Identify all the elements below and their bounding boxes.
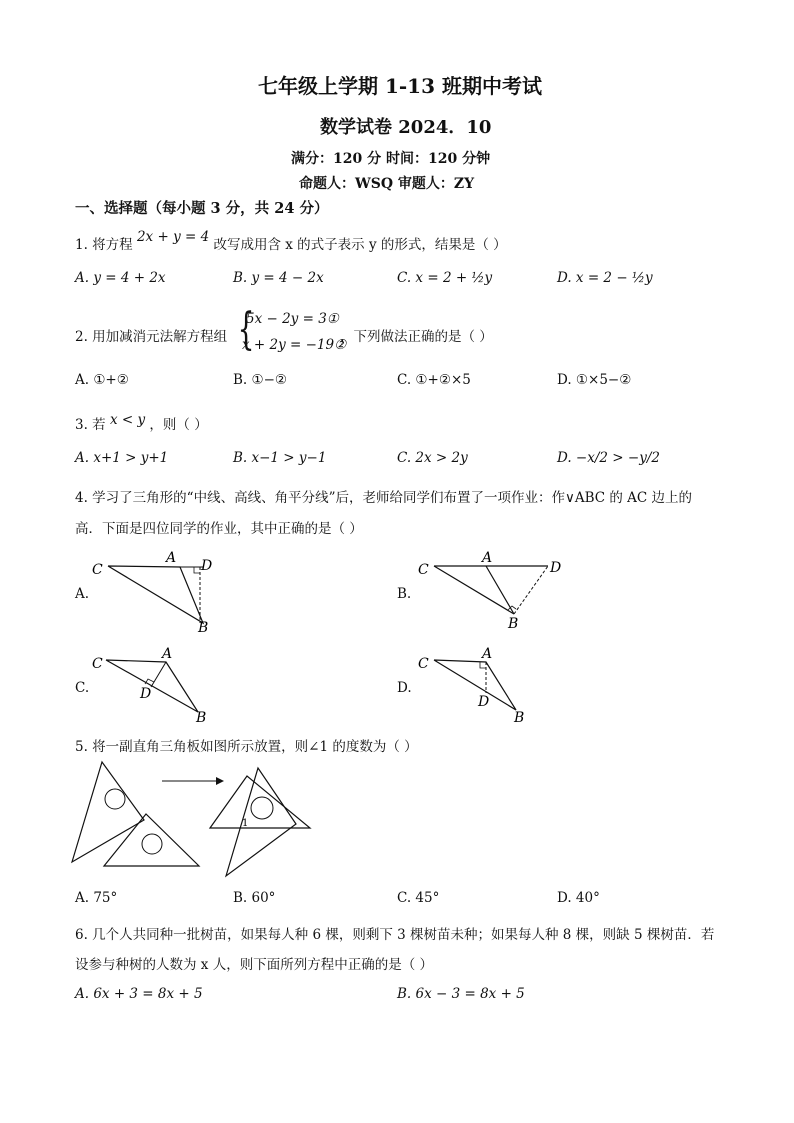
exam-subtitle: 数学试卷 2024．10	[320, 117, 492, 138]
q3-cond: x < y	[109, 412, 146, 428]
q6-line1: 6. 几个人共同种一批树苗，如果每人种 6 棵，则剩下 3 棵树苗未种；如果每人种 8 棵，则缺 5 棵树苗．若	[75, 927, 715, 943]
q2-suffix: ，下列做法正确的是（ ）	[340, 329, 493, 345]
q2-eq1: 5x − 2y = 3①	[246, 311, 339, 327]
q4b-label-c: C	[418, 562, 429, 578]
q4-option-c: C.	[75, 680, 90, 696]
q1-stem	[75, 229, 507, 253]
q4-figure-c	[88, 640, 228, 726]
q4-option-a: A.	[75, 586, 90, 602]
q4d-label-c: C	[418, 656, 429, 672]
q4a-label-a: A	[166, 550, 177, 566]
q4b-label-b: B	[508, 616, 519, 632]
q6-option-b: B. 6x − 3 = 8x + 5	[397, 986, 525, 1002]
q6-option-a: A. 6x + 3 = 8x + 5	[75, 986, 203, 1002]
q4b-label-d: D	[550, 560, 562, 576]
q4a-label-b: B	[198, 620, 209, 636]
q2-option-b: B. ①−②	[233, 372, 288, 388]
q4c-label-d: D	[140, 686, 152, 702]
q1-equation: 2x + y = 4	[136, 229, 210, 245]
q4-line1: 4. 学习了三角形的“中线、高线、角平分线”后，老师给同学们布置了一项作业：作∨ABC 的 AC 边上的	[75, 490, 693, 506]
q3-suffix: ，则（ ）	[149, 417, 208, 433]
q2-eq2: x + 2y = −19②	[242, 337, 347, 353]
q2-option-a: A. ①+②	[75, 372, 129, 388]
q4-line2: 高．下面是四位同学的作业，其中正确的是（ ）	[75, 521, 363, 537]
q3-prefix: 3. 若	[75, 417, 106, 433]
q5-stem: 5. 将一副直角三角板如图所示放置，则∠1 的度数为（ ）	[75, 739, 418, 755]
q4-option-b: B.	[397, 586, 412, 602]
q4-figure-b	[410, 548, 570, 636]
q4b-label-a: A	[482, 550, 493, 566]
q1-suffix: 改写成用含 x 的式子表示 y 的形式，结果是（ ）	[213, 237, 507, 253]
authors: 命题人：WSQ 审题人：ZY	[299, 176, 475, 192]
q1-prefix: 1. 将方程	[75, 237, 133, 253]
q5-option-c: C. 45°	[397, 890, 440, 906]
q1-option-a: A. y = 4 + 2x	[75, 270, 166, 286]
q4-figure-a	[88, 548, 228, 636]
q5-option-d: D. 40°	[557, 890, 600, 906]
q6-line2: 设参与种树的人数为 x 人，则下面所列方程中正确的是（ ）	[75, 957, 433, 973]
q4-option-d: D.	[397, 680, 412, 696]
q3-option-d: D. −x/2 > −y/2	[557, 450, 660, 466]
q4c-label-c: C	[92, 656, 103, 672]
q2-prefix: 2. 用加减消元法解方程组	[75, 329, 228, 345]
q1-option-b: B. y = 4 − 2x	[233, 270, 324, 286]
q2-option-d: D. ①×5−②	[557, 372, 632, 388]
q3-option-b: B. x−1 > y−1	[233, 450, 327, 466]
score-time: 满分：120 分 时间：120 分钟	[291, 151, 491, 167]
section-heading: 一、选择题（每小题 3 分，共 24 分）	[75, 200, 329, 217]
q4d-label-b: B	[514, 710, 525, 726]
exam-title: 七年级上学期 1-13 班期中考试	[258, 74, 542, 98]
q3-option-a: A. x+1 > y+1	[75, 450, 169, 466]
q5-option-b: B. 60°	[233, 890, 276, 906]
q4-figure-d	[410, 640, 550, 726]
q4d-label-d: D	[478, 694, 490, 710]
q5-option-a: A. 75°	[75, 890, 118, 906]
q2-brace: {	[237, 304, 255, 355]
q3-option-c: C. 2x > 2y	[397, 450, 468, 466]
q4a-label-d: D	[201, 558, 213, 574]
q5-figure	[66, 758, 316, 882]
q4c-label-b: B	[196, 710, 207, 726]
q3-stem	[75, 413, 208, 433]
q1-option-c: C. x = 2 + ½y	[397, 270, 493, 286]
q4d-label-a: A	[482, 646, 493, 662]
q5-angle-label: 1	[242, 818, 249, 829]
q4a-label-c: C	[92, 562, 103, 578]
q4c-label-a: A	[162, 646, 173, 662]
q1-option-d: D. x = 2 − ½y	[557, 270, 653, 286]
q2-option-c: C. ①+②×5	[397, 372, 471, 388]
